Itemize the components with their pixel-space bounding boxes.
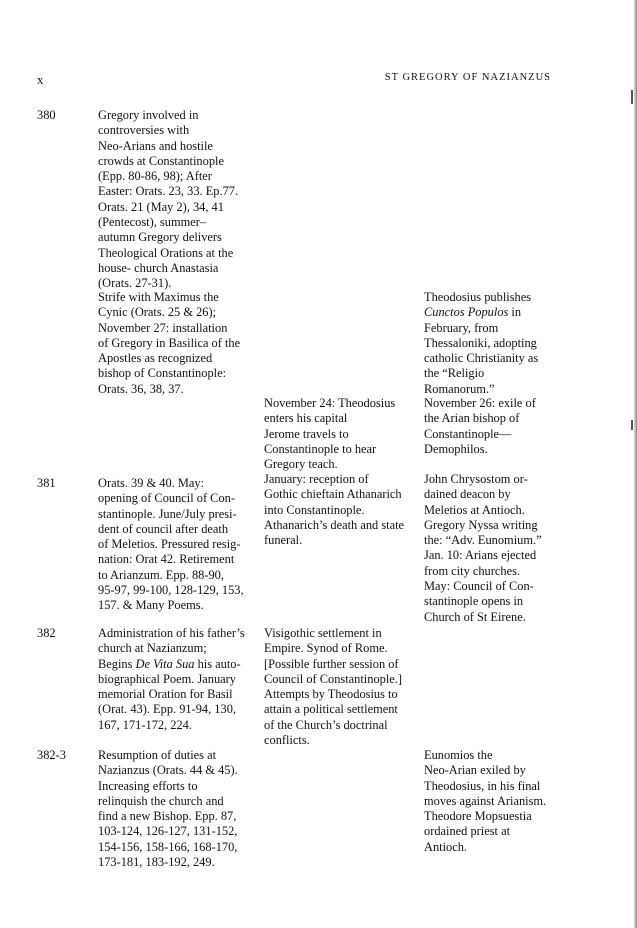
text-line: Gregory teach. <box>264 457 338 472</box>
text-line: from city churches. <box>424 563 520 578</box>
text-line: find a new Bishop. Epp. 87, <box>98 809 237 824</box>
text-line: 167, 171-172, 224. <box>98 717 192 732</box>
gregory-entry-382 <box>98 626 254 733</box>
text-line: catholic Christianity as <box>424 351 539 366</box>
text-line: (Orat. 43). Epp. 91-94, 130, <box>98 702 236 717</box>
page-edge-mark <box>631 420 633 430</box>
gregory-entry-380b <box>98 290 254 397</box>
text-line: Meletios at Antioch. <box>424 502 525 517</box>
text-line: Orats. 36, 38, 37. <box>98 381 184 396</box>
text-line: Demophilos. <box>424 441 488 456</box>
page-edge-mark <box>631 90 633 104</box>
text-line: Cynic (Orats. 25 & 26); <box>98 305 217 320</box>
italic-title: De Vita Sua <box>135 656 195 671</box>
text-line: Theodosius, in his final <box>424 778 541 793</box>
empire-entry-380 <box>264 396 420 472</box>
text-line: Jerome travels to <box>264 426 349 441</box>
empire-entry-382 <box>264 626 420 748</box>
text-line: Theodore Mopsuestia <box>424 809 532 824</box>
text-line: the Arian bishop of <box>424 411 520 426</box>
text-line: Gregory involved in <box>98 108 199 122</box>
text-line: John Chrysostom or- <box>424 472 528 486</box>
text-line: November 24: Theodosius <box>264 396 396 410</box>
text-line: stantinople opens in <box>424 594 524 609</box>
text-line: Eunomios the <box>424 748 493 762</box>
text-line: opening of Council of Con- <box>98 491 235 506</box>
text-line: Athanarich’s death and state <box>264 517 405 532</box>
text-line: 157. & Many Poems. <box>98 598 204 613</box>
text-line: bishop of Constantinople: <box>98 366 227 381</box>
text-line: November 27: installation <box>98 320 228 335</box>
running-head: ST GREGORY OF NAZIANZUS <box>384 72 551 83</box>
text-line: church at Nazianzum; <box>98 641 207 656</box>
text-line: Empire. Synod of Rome. <box>264 641 388 656</box>
empire-entry-381 <box>264 472 420 548</box>
text-line: Romanorum.” <box>424 381 495 396</box>
text-line: dained deacon by <box>424 487 511 502</box>
text-line: moves against Arianism. <box>424 793 547 808</box>
church-entry-382-3 <box>424 748 564 855</box>
text-fragment: in <box>508 305 522 320</box>
text-line: conflicts. <box>264 733 310 748</box>
text-line: of the Church’s doctrinal <box>264 717 388 732</box>
text-line: memorial Oration for Basil <box>98 687 233 702</box>
text-line: November 26: exile of <box>424 396 536 410</box>
text-line: Theodosius publishes <box>424 290 532 304</box>
text-line: Orats. 39 & 40. May: <box>98 476 204 490</box>
text-line <box>424 305 564 320</box>
text-line: the: “Adv. Eunomium.” <box>424 533 542 548</box>
text-line: crowds at Constantinople <box>98 153 224 168</box>
text-line: ordained priest at <box>424 824 511 839</box>
text-line: funeral. <box>264 533 303 548</box>
year-label: 382-3 <box>37 748 66 762</box>
text-line: (Pentecost), summer– <box>98 215 207 230</box>
text-line: into Constantinople. <box>264 502 365 517</box>
text-line: Church of St Eirene. <box>424 609 526 624</box>
text-line: of Gregory in Basilica of the <box>98 335 241 350</box>
text-line: Antioch. <box>424 839 468 854</box>
text-line: (Epp. 80-86, 98); After <box>98 169 212 184</box>
year-label: 381 <box>37 476 56 490</box>
italic-title: Cunctos Populos <box>424 305 509 320</box>
text-line: nation: Orat 42. Retirement <box>98 552 235 567</box>
text-line: 154-156, 158-166, 168-170, <box>98 839 238 854</box>
text-line: Neo-Arians and hostile <box>98 138 213 153</box>
church-entry-380a <box>424 290 564 397</box>
text-line: Constantinople to hear <box>264 441 377 456</box>
text-line: Constantinople— <box>424 426 512 441</box>
text-line: Easter: Orats. 23, 33. Ep.77. <box>98 184 239 199</box>
text-line: January: reception of <box>264 472 369 486</box>
text-line: stantinople. June/July presi- <box>98 506 237 521</box>
text-line: Attempts by Theodosius to <box>264 687 398 702</box>
text-line: Jan. 10: Arians ejected <box>424 548 537 563</box>
text-line: relinquish the church and <box>98 793 224 808</box>
text-line: February, from <box>424 320 499 335</box>
text-line: the “Religio <box>424 366 485 381</box>
text-line: May: Council of Con- <box>424 579 534 594</box>
text-line: house- church Anastasia <box>98 260 219 275</box>
text-line: Council of Constantinople.] <box>264 671 403 686</box>
gregory-entry-380a <box>98 108 254 292</box>
text-fragment: Begins <box>98 656 136 671</box>
text-line: 103-124, 126-127, 131-152, <box>98 824 238 839</box>
year-label: 382 <box>37 626 56 640</box>
text-line: Neo-Arian exiled by <box>424 763 526 778</box>
text-line: of Meletios. Pressured resig- <box>98 537 241 552</box>
gregory-entry-381 <box>98 476 254 614</box>
text-line: Gregory Nyssa writing <box>424 517 538 532</box>
church-entry-381 <box>424 472 564 625</box>
text-line: Thessaloniki, adopting <box>424 335 537 350</box>
text-line <box>98 657 254 672</box>
text-line: 95-97, 99-100, 128-129, 153, <box>98 583 244 598</box>
text-line: (Orats. 27-31). <box>98 276 172 291</box>
text-fragment: his auto- <box>194 656 241 671</box>
text-line: controversies with <box>98 123 190 138</box>
text-line: to Arianzum. Epp. 88-90, <box>98 567 224 582</box>
text-line: dent of council after death <box>98 521 229 536</box>
text-line: [Possible further session of <box>264 656 399 671</box>
text-line: Gothic chieftain Athanarich <box>264 487 402 502</box>
text-line: Strife with Maximus the <box>98 290 219 304</box>
text-line: 173-181, 183-192, 249. <box>98 855 215 870</box>
text-line: enters his capital <box>264 411 348 426</box>
text-line: Resumption of duties at <box>98 748 217 762</box>
text-line: Visigothic settlement in <box>264 626 382 640</box>
text-line: biographical Poem. January <box>98 671 236 686</box>
text-line: Increasing efforts to <box>98 778 198 793</box>
gregory-entry-382-3 <box>98 748 254 870</box>
text-line: Orats. 21 (May 2), 34, 41 <box>98 199 224 214</box>
text-line: Nazianzus (Orats. 44 & 45). <box>98 763 238 778</box>
text-line: Administration of his father’s <box>98 626 245 640</box>
page-folio: x <box>37 72 44 87</box>
year-label: 380 <box>37 108 56 122</box>
text-line: autumn Gregory delivers <box>98 230 222 245</box>
text-line: Theological Orations at the <box>98 245 234 260</box>
text-line: attain a political settlement <box>264 702 398 717</box>
text-line: Apostles as recognized <box>98 351 213 366</box>
church-entry-380b <box>424 396 564 457</box>
